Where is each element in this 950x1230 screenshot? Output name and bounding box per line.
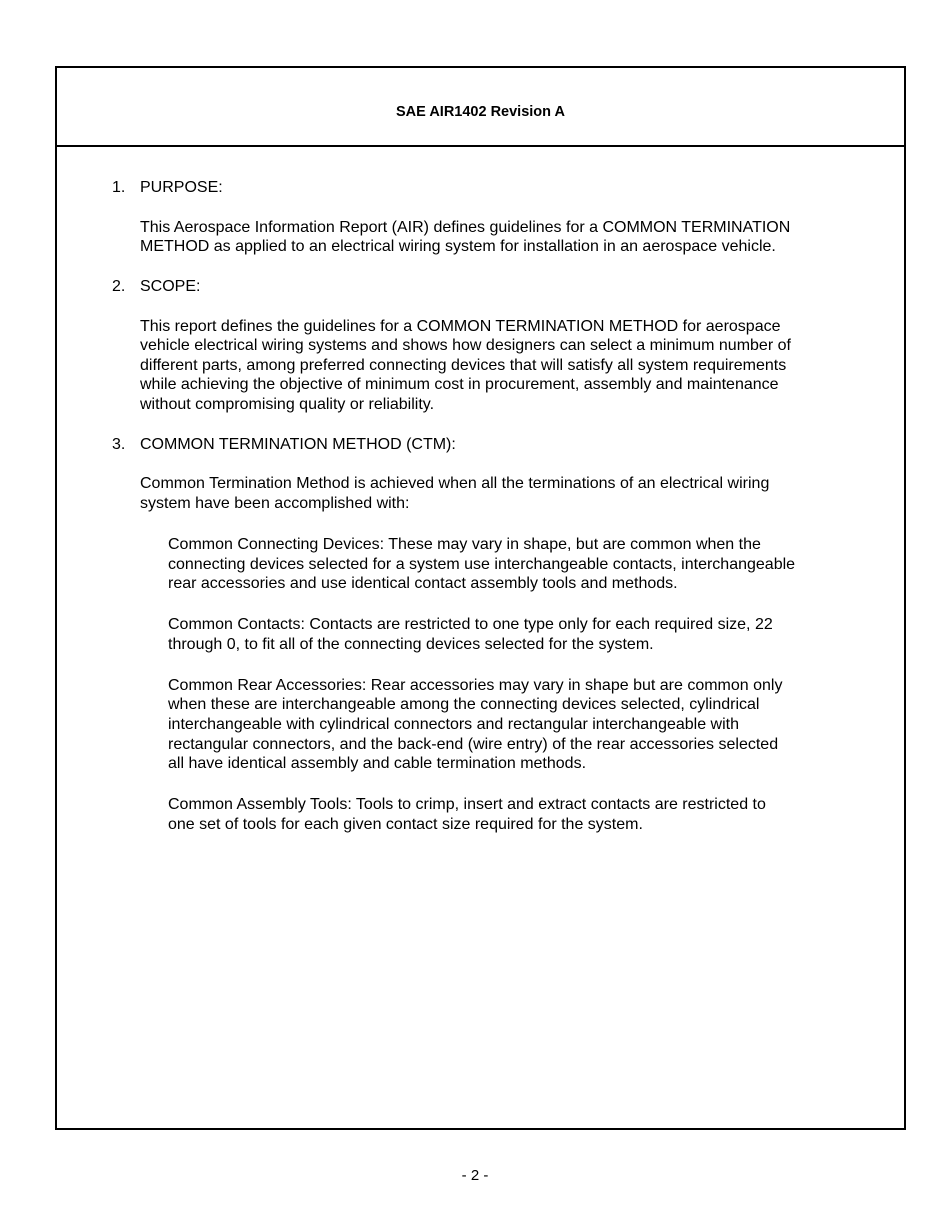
section-number: 1.	[112, 179, 126, 196]
section-heading: COMMON TERMINATION METHOD (CTM):	[140, 436, 456, 453]
section-text-line: system have been accomplished with:	[140, 495, 410, 512]
section-text-line: This Aerospace Information Report (AIR) defines guidelines for a COMMON TERMINATION	[140, 219, 791, 236]
subsection-text-line: rectangular connectors, and the back-end (wire entry) of the rear accessories selected	[168, 736, 779, 753]
subsection-text-line: all have identical assembly and cable termination methods.	[168, 755, 587, 772]
document-title: SAE AIR1402 Revision A	[396, 104, 565, 120]
subsection-text-line: connecting devices selected for a system use interchangeable contacts, interchangeable	[168, 556, 796, 573]
section-text-line: while achieving the objective of minimum cost in procurement, assembly and maintenance	[140, 376, 779, 393]
subsection-text-line: when these are interchangeable among the connecting devices selected, cylindrical	[168, 696, 760, 713]
subsection-text-line: Common Connecting Devices: These may vary in shape, but are common when the	[168, 536, 761, 553]
section-text-line: without compromising quality or reliability.	[140, 396, 435, 413]
section-heading: SCOPE:	[140, 278, 201, 295]
section-text-line: METHOD as applied to an electrical wiring system for installation in an aerospace vehicle.	[140, 238, 776, 255]
section-text-line: vehicle electrical wiring systems and shows how designers can select a minimum number of	[140, 337, 791, 354]
page-number: - 2 -	[461, 1167, 489, 1184]
section-heading: PURPOSE:	[140, 179, 223, 196]
subsection-text-line: Common Contacts: Contacts are restricted to one type only for each required size, 22	[168, 616, 773, 633]
section-text-line: This report defines the guidelines for a COMMON TERMINATION METHOD for aerospace	[140, 318, 781, 335]
section-text-line: Common Termination Method is achieved when all the terminations of an electrical wiring	[140, 475, 770, 492]
document-header	[57, 68, 904, 147]
subsection-text-line: Common Rear Accessories: Rear accessories may vary in shape but are common only	[168, 677, 783, 694]
section-number: 2.	[112, 278, 126, 295]
subsection-text-line: one set of tools for each given contact size required for the system.	[168, 816, 643, 833]
section-number: 3.	[112, 436, 126, 453]
subsection-text-line: Common Assembly Tools: Tools to crimp, insert and extract contacts are restricted to	[168, 796, 766, 813]
subsection-text-line: interchangeable with cylindrical connectors and rectangular interchangeable with	[168, 716, 740, 733]
section-text-line: different parts, among preferred connecting devices that will satisfy all system requirements	[140, 357, 787, 374]
subsection-text-line: through 0, to fit all of the connecting devices selected for the system.	[168, 636, 654, 653]
subsection-text-line: rear accessories and use identical contact assembly tools and methods.	[168, 575, 678, 592]
